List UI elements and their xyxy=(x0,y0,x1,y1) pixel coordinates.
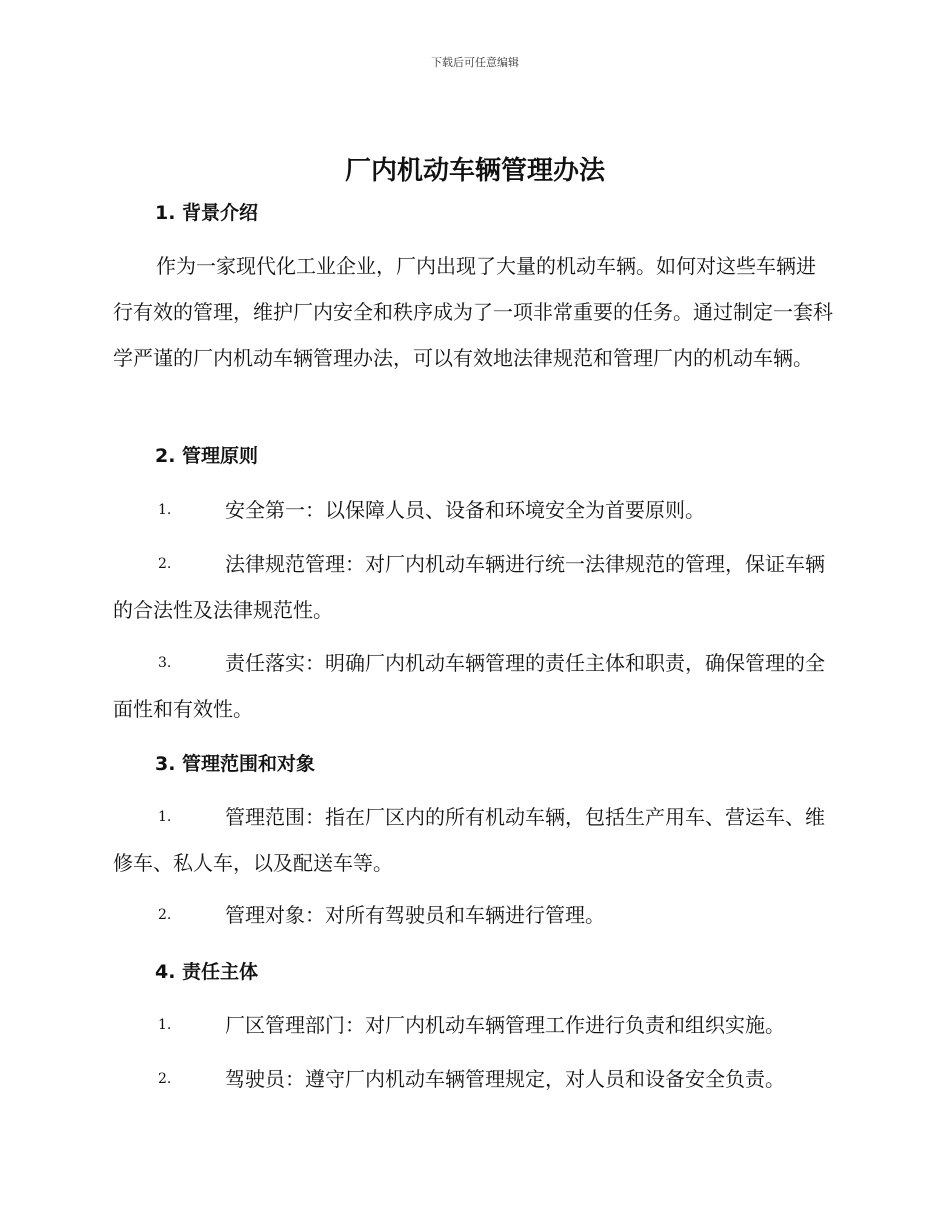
list-item-text: 法律规范管理：对厂内机动车辆进行统一法律规范的管理，保证车辆的合法性及法律规范性。 xyxy=(113,552,825,622)
list-item-text: 安全第一：以保障人员、设备和环境安全为首要原则。 xyxy=(225,498,705,522)
list-item-number: 2. xyxy=(158,556,172,572)
list-item-number: 2. xyxy=(158,907,172,923)
list-item xyxy=(113,487,843,533)
section-heading-scope: 3. 管理范围和对象 xyxy=(155,753,316,775)
list-item-number: 1. xyxy=(158,502,172,518)
list-item xyxy=(113,541,843,633)
list-item-number: 2. xyxy=(158,1071,172,1087)
paragraph-text: 作为一家现代化工业企业，厂内出现了大量的机动车辆。如何对这些车辆进行有效的管理，维护厂内安全和秩序成为了一项非常重要的任务。通过制定一套科学严谨的厂内机动车辆管理办法，可以有效地法律规范和管理厂内的机动车辆。 xyxy=(113,254,833,370)
section-paragraph-background xyxy=(113,243,833,381)
list-item-number: 3. xyxy=(158,655,172,671)
list-item-text: 驾驶员：遵守厂内机动车辆管理规定，对人员和设备安全负责。 xyxy=(225,1067,785,1091)
list-item-number: 1. xyxy=(158,809,172,825)
document-title: 厂内机动车辆管理办法 xyxy=(344,156,605,186)
section-heading-principles: 2. 管理原则 xyxy=(155,445,259,467)
list-item xyxy=(113,1002,843,1048)
page-header-note: 下载后可任意编辑 xyxy=(431,56,519,69)
list-item xyxy=(113,640,843,732)
list-item-text: 责任落实：明确厂内机动车辆管理的责任主体和职责，确保管理的全面性和有效性。 xyxy=(113,651,825,721)
section-heading-responsibility: 4. 责任主体 xyxy=(155,961,259,983)
list-item xyxy=(113,794,843,886)
list-item-text: 管理范围：指在厂区内的所有机动车辆，包括生产用车、营运车、维修车、私人车，以及配送车等。 xyxy=(113,805,825,875)
list-item xyxy=(113,1056,843,1102)
list-item-text: 厂区管理部门：对厂内机动车辆管理工作进行负责和组织实施。 xyxy=(225,1013,785,1037)
section-heading-background: 1. 背景介绍 xyxy=(155,202,259,224)
list-item xyxy=(113,892,843,938)
list-item-text: 管理对象：对所有驾驶员和车辆进行管理。 xyxy=(225,903,605,927)
list-item-number: 1. xyxy=(158,1017,172,1033)
